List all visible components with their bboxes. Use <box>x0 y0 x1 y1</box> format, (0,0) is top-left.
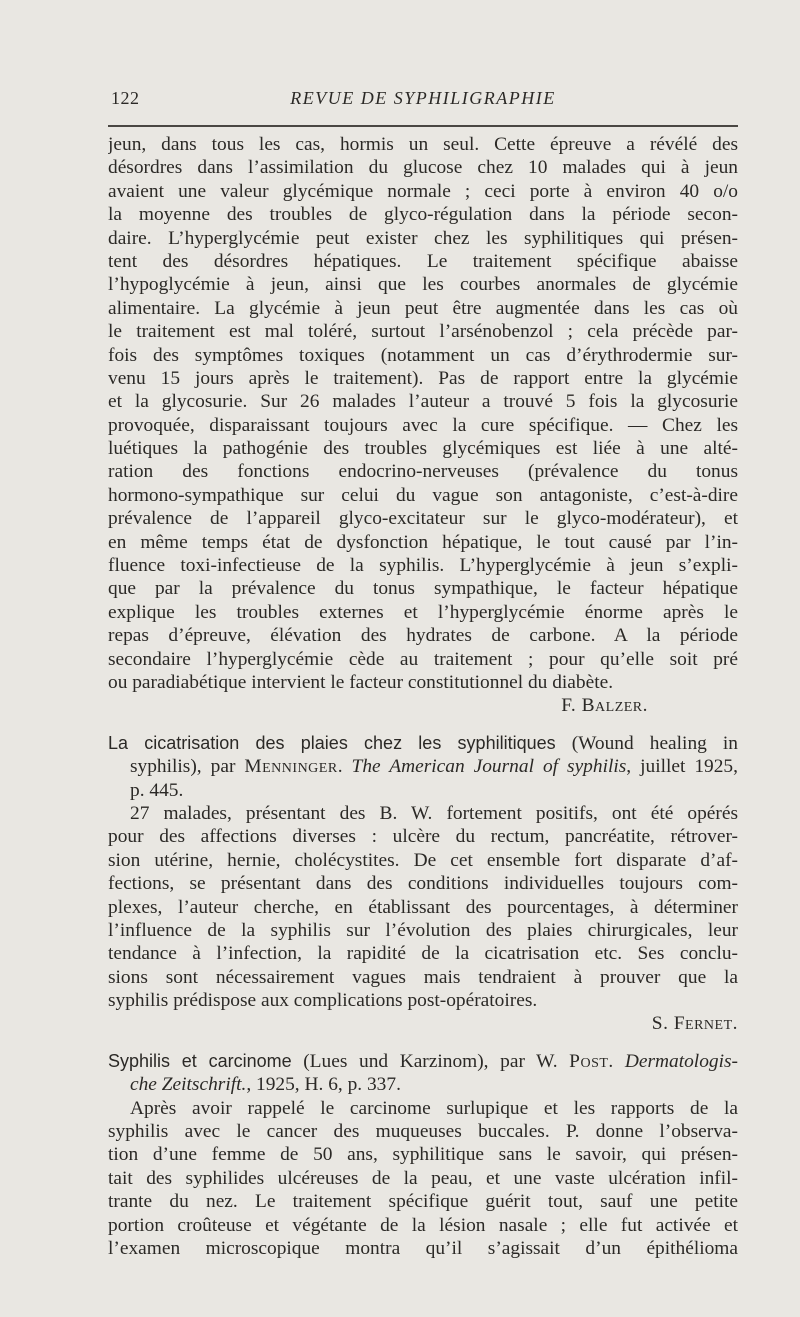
author-name: Menninger <box>244 756 338 778</box>
article-title-line <box>108 732 738 755</box>
article-title: Syphilis et carcinome <box>108 1050 292 1071</box>
text-line: luétiques la pathogénie des troubles glycémiques est liée à une alté- <box>108 438 738 460</box>
text-line: sion utérine, hernie, cholécystites. De cet ensemble fort disparate d’af- <box>108 849 738 871</box>
text-line: pour des affections diverses : ulcère du rectum, pancréatite, rétrover- <box>108 826 738 848</box>
spacer <box>108 1036 738 1050</box>
text-line: jeun, dans tous les cas, hormis un seul. Cette épreuve a révélé des <box>108 134 738 155</box>
citation-text: . <box>608 1050 625 1072</box>
text-line: en même temps état de dysfonction hépatique, le tout causé par l’in- <box>108 531 738 553</box>
page-number: 122 <box>111 88 140 108</box>
article-2 <box>108 732 738 1036</box>
text-line: et la glycosurie. Sur 26 malades l’auteur a trouvé 5 fois la glycosurie <box>108 391 738 413</box>
body-text <box>108 133 738 1260</box>
text-line: tent des désordres hépatiques. Le traitement spécifique abaisse <box>108 250 738 272</box>
running-header <box>108 88 738 112</box>
text-line: tait des syphilides ulcéreuses de la peau, et une vaste ulcération infil- <box>108 1167 738 1189</box>
text-line: sions sont nécessairement vagues mais tendraient à prouver que la <box>108 966 738 988</box>
journal-name: Dermatologis- <box>624 1050 738 1072</box>
text-line: ou paradiabétique intervient le facteur constitutionnel du diabète. <box>108 671 614 693</box>
author-name: Post <box>569 1050 609 1072</box>
text-line: désordres dans l’assimilation du glucose chez 10 malades qui à jeun <box>108 157 738 179</box>
text-line: l’hypoglycémie à jeun, ainsi que les courbes anormales de glycémie <box>108 274 738 296</box>
text-line: le traitement est mal toléré, surtout l’arsénobenzol ; cela précède par- <box>108 321 738 343</box>
text-line: hormono-sympathique sur celui du vague son antagoniste, c’est-à-dire <box>108 484 738 506</box>
title-detail: (Wound healing in <box>555 732 738 754</box>
text-line: repas d’épreuve, élévation des hydrates de carbone. A la période <box>108 625 738 647</box>
text-line: tion d’une femme de 50 ans, syphilitique sans le savoir, qui présen- <box>108 1144 738 1166</box>
text-line: fluence toxi-infectieuse de la syphilis. L’hyperglycémie à jeun s’expli- <box>108 555 738 577</box>
running-title: REVUE DE SYPHILIGRAPHIE <box>290 88 556 108</box>
text-line: provoquée, disparaissant toujours avec la cure spécifique. — Chez les <box>108 414 738 436</box>
spacer <box>108 718 738 732</box>
text-line: 27 malades, présentant des B. W. fortement positifs, ont été opérés <box>130 802 738 824</box>
text-line: l’examen microscopique montra qu’il s’agissait d’un épithélioma <box>108 1237 738 1259</box>
text-line: avaient une valeur glycémique normale ; ceci porte à environ 40 o/o <box>108 180 738 202</box>
text-line: trante du nez. Le traitement spécifique guérit tout, sauf une petite <box>108 1191 738 1213</box>
text-line: fois des symptômes toxiques (notamment un cas d’érythrodermie sur- <box>108 344 738 366</box>
text-line: Après avoir rappelé le carcinome surlupique et les rapports de la <box>130 1097 738 1119</box>
text-line: venu 15 jours après le traitement). Pas de rapport entre la glycémie <box>108 367 738 389</box>
signature: S. Fernet. <box>651 1013 738 1035</box>
text-line: explique les troubles externes et l’hyperglycémie énorme après le <box>108 601 738 623</box>
text-line: daire. L’hyperglycémie peut exister chez les syphilitiques qui présen- <box>108 227 738 249</box>
article-1 <box>108 133 738 718</box>
text-line: secondaire l’hyperglycémie cède au traitement ; pour qu’elle soit pré <box>108 648 738 670</box>
journal-name: che Zeitschrift. <box>130 1074 247 1096</box>
text-line: plexes, l’auteur cherche, en établissant des pourcentages, à déterminer <box>108 896 738 918</box>
article-title-line <box>108 1050 738 1073</box>
text-line: syphilis avec le cancer des muqueuses buccales. P. donne l’observa- <box>108 1121 738 1143</box>
title-detail: (Lues und Karzinom), par W. <box>291 1050 570 1072</box>
text-line: prévalence de l’appareil glyco-excitateur sur le glyco-modérateur), et <box>108 508 738 530</box>
text-line: portion croûteuse et végétante de la lésion nasale ; elle fut activée et <box>108 1214 738 1236</box>
citation-text: syphilis), par <box>130 756 245 778</box>
text-line: ration des fonctions endocrino-nerveuses (prévalence du tonus <box>108 461 738 483</box>
text-line: syphilis prédispose aux complications post-opératoires. <box>108 990 538 1012</box>
citation-page: p. 445. <box>130 779 184 801</box>
header-rule <box>108 125 738 127</box>
text-line: alimentaire. La glycémie à jeun peut être augmentée dans les cas où <box>108 297 738 319</box>
citation-text: , juillet 1925, <box>626 756 738 778</box>
citation-text: , 1925, H. 6, p. 337. <box>246 1074 401 1096</box>
text-line: tendance à l’infection, la rapidité de la cicatrisation etc. Ses conclu- <box>108 943 738 965</box>
text-line: l’influence de la syphilis sur l’évolution des plaies chirurgicales, leur <box>108 919 738 941</box>
journal-name: The American Journal of syphilis <box>351 756 627 778</box>
text-line: fections, se présentant dans des conditions individuelles toujours com- <box>108 873 738 895</box>
article-title: La cicatrisation des plaies chez les syphilitiques <box>108 732 556 753</box>
citation-text: . <box>337 756 352 778</box>
citation-line <box>108 1073 738 1096</box>
text-line: que par la prévalence du tonus sympathique, le facteur hépatique <box>108 578 738 600</box>
citation-line <box>108 755 738 778</box>
signature: F. Balzer. <box>561 695 648 717</box>
article-3 <box>108 1050 738 1261</box>
text-line: la moyenne des troubles de glyco-régulation dans la période secon- <box>108 204 738 226</box>
